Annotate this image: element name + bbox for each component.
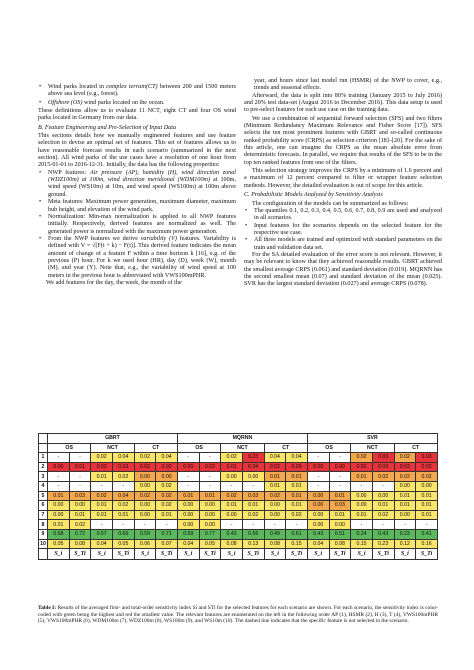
sensitivity-cell: 0.03 [394,462,416,472]
sensitivity-cell: 0.43 [307,529,329,539]
sensitivity-cell: 0.02 [91,491,113,501]
feature-index: 6 [39,501,48,511]
sensitivity-cell: 0.01 [329,510,351,520]
table-row [39,510,438,520]
sensitivity-cell: 0.02 [221,491,243,501]
sensitivity-cell: - [199,453,221,463]
sensitivity-cell: 0.15 [351,539,373,549]
paragraph-sa: For the SA detailed evaluation of the error score is not relevant. However, it may be relevant to know that they achieved reasonable results. GBRT achieved the smallest average CRPS (0.061) and standard deviation (0.019). MQRNN has the second smallest mean (0.07) and standard deviation of the mean (0.025). SVR has the largest standard deviation (0.027) and average CRPS (0.078). [244,251,442,288]
feature-index: 2 [39,462,48,472]
bullet-models-trained: • All three models are trained and optimized with standard parameters on the train and validation data set. [244,237,442,252]
sensitivity-cell: - [177,472,199,482]
sensitivity-cell: - [48,453,70,463]
table-row [39,481,438,491]
sensitivity-cell: 0.02 [372,510,394,520]
sensitivity-cell: 0.00 [394,510,416,520]
sensitivity-cell: 0.00 [177,520,199,530]
index-label: S_Ti [199,549,221,560]
index-label: S_i [177,549,199,560]
sensitivity-cell: 0.01 [221,501,243,511]
sensitivity-cell: - [199,481,221,491]
sensitivity-cell: 0.71 [156,529,178,539]
sensitivity-cell: 0.24 [351,529,373,539]
sensitivity-cell: 0.00 [69,501,91,511]
index-label: S_Ti [372,549,394,560]
feature-index: 8 [39,520,48,530]
sensitivity-cell: 0.00 [372,491,394,501]
sensitivity-cell: 0.01 [91,501,113,511]
sensitivity-cell: 0.08 [69,539,91,549]
sensitivity-cell: 0.08 [264,539,286,549]
sensitivity-cell: - [177,453,199,463]
paragraph-locations: These definitions allow us to evaluate 11 NCT, eight CT and four OS wind parks located in Germany from our data. [38,108,236,122]
sensitivity-cell: 0.00 [351,491,373,501]
paragraph-day-features: We add features for the day, the week, the month of the [46,279,182,286]
index-label: S_Ti [329,549,351,560]
sensitivity-cell: 0.02 [221,453,243,463]
table-row [39,529,438,539]
sensitivity-cell: 0.05 [48,539,70,549]
sensitivity-cell: 0.23 [372,539,394,549]
sensitivity-cell: 0.00 [307,510,329,520]
sensitivity-cell: - [91,481,113,491]
sensitivity-cell: 0.00 [221,510,243,520]
model-header: MQRNN [177,434,307,444]
sensitivity-cell: 0.00 [329,520,351,530]
paragraph-split: Afterward, the data is split into 80% training (January 2015 to July 2016) and 20% test data-set (August 2016 to December 2016). This data setup is used to pre-select features for each use case on the training data. [244,92,442,114]
sensitivity-cell: - [329,481,351,491]
index-label: S_Ti [286,549,308,560]
sensitivity-cell: 0.01 [91,510,113,520]
sensitivity-cell: 0.43 [221,529,243,539]
sensitivity-cell: 0.02 [156,501,178,511]
sensitivity-cell: 0.00 [177,501,199,511]
sensitivity-cell: 0.00 [177,462,199,472]
sensitivity-cell: 0.00 [242,472,264,482]
sensitivity-cell: - [48,472,70,482]
sensitivity-cell: - [372,520,394,530]
sensitivity-cell: 0.01 [394,491,416,501]
sensitivity-cell: 0.01 [416,491,438,501]
index-label: S_i [48,549,70,560]
sensitivity-cell: 0.12 [394,539,416,549]
model-header: GBRT [48,434,178,444]
index-label: S_Ti [69,549,91,560]
sensitivity-cell: - [329,453,351,463]
sensitivity-cell: 0.04 [156,453,178,463]
sensitivity-cell: 0.41 [416,529,438,539]
feature-index: 4 [39,481,48,491]
sensitivity-cell: - [221,481,243,491]
sensitivity-cell: 0.01 [177,491,199,501]
feature-index: 5 [39,491,48,501]
sensitivity-cell: 0.05 [286,462,308,472]
sensitivity-cell: 0.00 [48,510,70,520]
sensitivity-cell: 0.01 [394,501,416,511]
sensitivity-cell: - [307,472,329,482]
bullet-quantiles: • The quantiles 0.1, 0.2, 0.3, 0.4, 0.5, 0.6, 0.7, 0.8, 0.9 are used and analyzed in all scenarios. [244,208,442,223]
sensitivity-cell: 0.03 [242,491,264,501]
sensitivity-cell: 0.06 [134,539,156,549]
sensitivity-cell: 0.00 [221,472,243,482]
table-row [39,462,438,472]
sensitivity-cell: 0.69 [177,529,199,539]
sensitivity-cell: - [394,520,416,530]
sensitivity-cell: 0.01 [286,491,308,501]
feature-index: 9 [39,529,48,539]
feature-index: 10 [40,540,46,547]
group-header: OS [307,443,350,453]
sensitivity-cell: 0.01 [69,510,91,520]
sensitivity-cell: 0.01 [242,501,264,511]
sensitivity-cell: 0.01 [286,481,308,491]
sensitivity-cell: 0.00 [329,462,351,472]
feature-index: 1 [39,453,48,463]
sensitivity-cell: - [307,453,329,463]
sensitivity-cell: 0.01 [264,472,286,482]
sensitivity-cell: 0.02 [134,491,156,501]
sensitivity-cell: 0.04 [91,539,113,549]
sensitivity-cell: - [69,472,91,482]
sensitivity-cell: 0.02 [134,462,156,472]
group-header: CT [264,443,307,453]
sensitivity-cell: 0.00 [48,501,70,511]
index-label: S_Ti [416,549,438,560]
bullet-os: • Offshore (OS) wind parks located on the ocean. [38,100,236,107]
group-header: NCT [351,443,394,453]
sensitivity-cell: 0.77 [199,529,221,539]
table-row [39,453,438,463]
table-row [39,501,438,511]
bullet-ct: • Wind parks located in complex terrain(CT) between 200 and 1500 meters above sea level (e.g., forest). [38,84,236,99]
sensitivity-cell: 0.72 [69,529,91,539]
sensitivity-cell: 0.00 [199,510,221,520]
sensitivity-cell: 0.01 [91,472,113,482]
sensitivity-cell: 0.61 [286,529,308,539]
sensitivity-cell: 0.01 [286,501,308,511]
sensitivity-cell: 0.00 [307,462,329,472]
sensitivity-cell: 0.13 [242,539,264,549]
sensitivity-cell: 0.02 [351,462,373,472]
sensitivity-cell: 0.04 [264,453,286,463]
bullet-nwp: • NWP features: Air pressure (AP), humidity (H), wind direction zonal (WDZ100m) at 100m, wind direction meridional (WDM100m) at 100m, wind speed (WS10m) at 10m, and wind speed (WS100m) at 100m above ground. [38,170,236,199]
sensitivity-cell: 0.00 [351,501,373,511]
sensitivity-cell: 0.04 [307,539,329,549]
sensitivity-cell: - [264,520,286,530]
sensitivity-cell: 0.01 [48,520,70,530]
model-header: SVR [307,434,437,444]
sensitivity-cell: 0.03 [112,462,134,472]
index-label: S_i [221,549,243,560]
sensitivity-cell: 0.00 [134,501,156,511]
sensitivity-cell: 0.02 [416,462,438,472]
sensitivity-cell: 0.00 [264,510,286,520]
sensitivity-cell: 0.07 [156,539,178,549]
sensitivity-cell: - [69,481,91,491]
index-label: S_Ti [112,549,134,560]
index-label: S_i [351,549,373,560]
bullet-normalization: • Normalization: Min-max normalization is applied to all NWP features initially. Respectively, derived features are normalized as well. The generated power is normalized with the maximum power generation. [38,214,236,236]
sensitivity-cell: 0.04 [177,539,199,549]
sensitivity-cell: 0.03 [372,462,394,472]
sensitivity-cell: 0.04 [242,462,264,472]
sensitivity-cell: 0.04 [112,453,134,463]
sensitivity-cell: 0.00 [199,501,221,511]
index-label: S_Ti [156,549,178,560]
table-row [39,520,438,530]
index-label: S_i [264,549,286,560]
paragraph-config: The configuration of the models can be summarized as follows: [252,200,409,207]
sensitivity-cell: - [242,481,264,491]
sensitivity-cell: 0.00 [48,462,70,472]
bullet-nwp-derived: • From the NWP features we derive variability (V) features. Variability is defined with V = √[F(t + k) − F(t)]. This derived feature indicates the mean amount of change of a feature F within a time horizon k [16], e.g. of the previous (P) hour. For k we used hour (HR), day (D), week (W), month (M), and year (Y). Note that, e.g., the variability of wind speed at 100 meters in the previous hour is abbreviated with VWS100mPHR. [38,236,236,280]
sensitivity-cell: 0.05 [199,539,221,549]
group-header: CT [394,443,438,453]
sensitivity-cell: 0.02 [91,453,113,463]
sensitivity-cell: 0.00 [134,472,156,482]
table-row [39,472,438,482]
left-column [38,84,236,287]
sensitivity-cell: 0.00 [394,481,416,491]
group-header: OS [48,443,91,453]
sensitivity-cell: 0.15 [286,539,308,549]
sensitivity-cell: 0.01 [329,491,351,501]
index-label: S_i [307,549,329,560]
sensitivity-cell: 0.01 [372,501,394,511]
sensitivity-cell: 0.02 [264,491,286,501]
sensitivity-cell: 0.02 [134,453,156,463]
sensitivity-cell: 0.00 [199,520,221,530]
sensitivity-cell: 0.01 [351,510,373,520]
sensitivity-table-wrap [38,433,438,560]
sensitivity-cell: 0.01 [156,510,178,520]
table-caption: Table I: Results of the averaged first- and total-order sensitivity index Si and STi for the selected features for each scenario are shown. For each scenario, the sensitivity index is color-coded with green being the highest and red the smallest value. The relevant features are enumerated on the left in the following order AP (1), HSMR (2), H (3), T (4), VWS100mPHR (5), VWS100mPHR (6), WDM100m (7), WDZ100m (8), WS100m (9), and WS10m (10). The dashed line indicates that the specific feature is not selected in the scenario. [38,605,438,625]
sensitivity-cell: 0.43 [372,529,394,539]
sensitivity-cell: - [221,520,243,530]
sensitivity-cell: 0.02 [156,491,178,501]
sensitivity-cell: 0.01 [221,462,243,472]
group-header: CT [134,443,177,453]
sensitivity-cell: 0.02 [156,481,178,491]
sensitivity-cell: 0.00 [307,501,329,511]
sensitivity-cell: 0.66 [112,529,134,539]
sensitivity-cell: 0.23 [394,529,416,539]
sensitivity-cell: 0.03 [69,491,91,501]
sensitivity-cell: - [351,481,373,491]
sensitivity-cell: - [329,472,351,482]
sensitivity-cell: 0.01 [286,472,308,482]
bullet-meta: • Meta features: Maximum power generation, maximum diameter, maximum hub height, and elevation of the wind park. [38,199,236,214]
sensitivity-cell: 0.00 [156,472,178,482]
sensitivity-cell: - [242,520,264,530]
paragraph-sfs: We use a combination of sequential forward selection (SFS) and two filters (Minimum Redundancy Maximum Relevance and Fisher Score [17]). SFS selects the ten most prominent features with GBRT and so-called continuous ranked probability score (CRPS) as selection criterion [18]–[20]. For the sake of this article, one can imagine the CRPS as the mean absolute error from deterministic forecasts. In parallel, we require that results of the SFS to be in the top ten ranked features from one of the filters. [244,115,442,166]
sensitivity-cell: 0.02 [112,472,134,482]
sensitivity-cell: 0.02 [264,462,286,472]
sensitivity-cell: 0.01 [416,501,438,511]
sensitivity-cell: - [307,481,329,491]
sensitivity-cell: 0.01 [69,462,91,472]
sensitivity-cell: 0.49 [264,529,286,539]
sensitivity-cell: 0.08 [329,539,351,549]
sensitivity-cell: 0.02 [69,520,91,530]
sensitivity-cell: 0.02 [156,462,178,472]
sensitivity-cell: 0.00 [177,510,199,520]
sensitivity-cell: 0.59 [134,529,156,539]
group-header: NCT [221,443,264,453]
index-label: S_i [91,549,113,560]
sensitivity-cell: - [177,481,199,491]
index-label: S_i [134,549,156,560]
sensitivity-cell: 0.02 [394,472,416,482]
corner-cell [39,549,48,560]
corner-cell [39,443,48,453]
sensitivity-cell: 0.02 [112,501,134,511]
sensitivity-cell: - [199,472,221,482]
sensitivity-cell: - [351,520,373,530]
sensitivity-cell: 0.04 [286,453,308,463]
table-row [39,539,438,549]
sensitivity-cell: 0.51 [329,529,351,539]
sensitivity-cell: 0.01 [48,491,70,501]
paragraph-hsmr: year, and hours since last model run (HSMR) of the NWP to cover, e.g., trends and seasonal effects. [254,78,442,92]
sensitivity-cell: - [286,520,308,530]
index-label: S_i [394,549,416,560]
sensitivity-cell: 0.01 [112,510,134,520]
sensitivity-cell: 0.23 [242,453,264,463]
sensitivity-cell: 0.02 [286,510,308,520]
sensitivity-cell: 0.00 [264,501,286,511]
sensitivity-cell: - [372,481,394,491]
sensitivity-cell: 0.68 [48,529,70,539]
sensitivity-cell: 0.03 [372,453,394,463]
paragraph-selection: This selection strategy improves the CRPS by a minimum of 1.6 percent and a maximum of 12 percent compared to filter or wrapper feature selection methods. However, the detailed evaluation is out of scope for this article. [244,168,442,189]
feature-index: 3 [39,472,48,482]
sensitivity-cell: 0.00 [416,481,438,491]
sensitivity-cell: 0.00 [134,481,156,491]
sensitivity-cell: - [112,520,134,530]
right-column [244,78,442,289]
sensitivity-table [38,433,438,560]
sensitivity-cell: 0.03 [329,501,351,511]
sensitivity-cell: - [134,520,156,530]
feature-index: 7 [39,510,48,520]
paragraph-features: This sections details how we manually engineered features and use feature selection to devise an optimal set of features. This set of features allows us to have reasonable forecast results in each scenario (summarized in the next section). All wind parks of the use cases have a resolution of one hour from 2015-01-01 to 2016-12-31. Initially, the data has the following properties: [38,133,236,169]
sensitivity-cell: 0.02 [372,472,394,482]
group-header: OS [177,443,220,453]
group-header: NCT [91,443,134,453]
sensitivity-cell: 0.02 [416,472,438,482]
section-heading-b: B. Feature Engineering and Pre-Selection of Input Data [38,124,177,131]
table-row [39,491,438,501]
sensitivity-cell: 0.02 [242,510,264,520]
sensitivity-cell: 0.08 [221,539,243,549]
sensitivity-cell: 0.16 [416,539,438,549]
sensitivity-cell: 0.01 [416,510,438,520]
sensitivity-cell: 0.02 [351,453,373,463]
sensitivity-cell: - [416,520,438,530]
sensitivity-cell: 0.02 [394,453,416,463]
sensitivity-cell: 0.01 [264,481,286,491]
sensitivity-cell: 0.02 [199,462,221,472]
sensitivity-cell: 0.00 [134,510,156,520]
sensitivity-cell: 0.01 [199,491,221,501]
index-label: S_Ti [242,549,264,560]
corner-cell [39,434,48,444]
sensitivity-cell: - [112,481,134,491]
sensitivity-cell: 0.03 [416,453,438,463]
sensitivity-cell: 0.00 [307,520,329,530]
sensitivity-cell: 0.04 [112,491,134,501]
section-heading-c: C. Probabilistic Models Analyzed by Sensitivity Analysis [244,192,383,199]
sensitivity-cell: 0.57 [91,529,113,539]
sensitivity-cell: 0.05 [112,539,134,549]
sensitivity-cell: 0.01 [351,472,373,482]
sensitivity-cell: - [156,520,178,530]
sensitivity-cell: 0.56 [242,529,264,539]
bullet-input-features: • Input features for the scenarios depends on the selected feature for the respective use case. [244,223,442,238]
sensitivity-cell: - [91,520,113,530]
sensitivity-cell: - [69,453,91,463]
sensitivity-cell: 0.00 [307,491,329,501]
sensitivity-cell: - [48,481,70,491]
sensitivity-cell: 0.03 [91,462,113,472]
